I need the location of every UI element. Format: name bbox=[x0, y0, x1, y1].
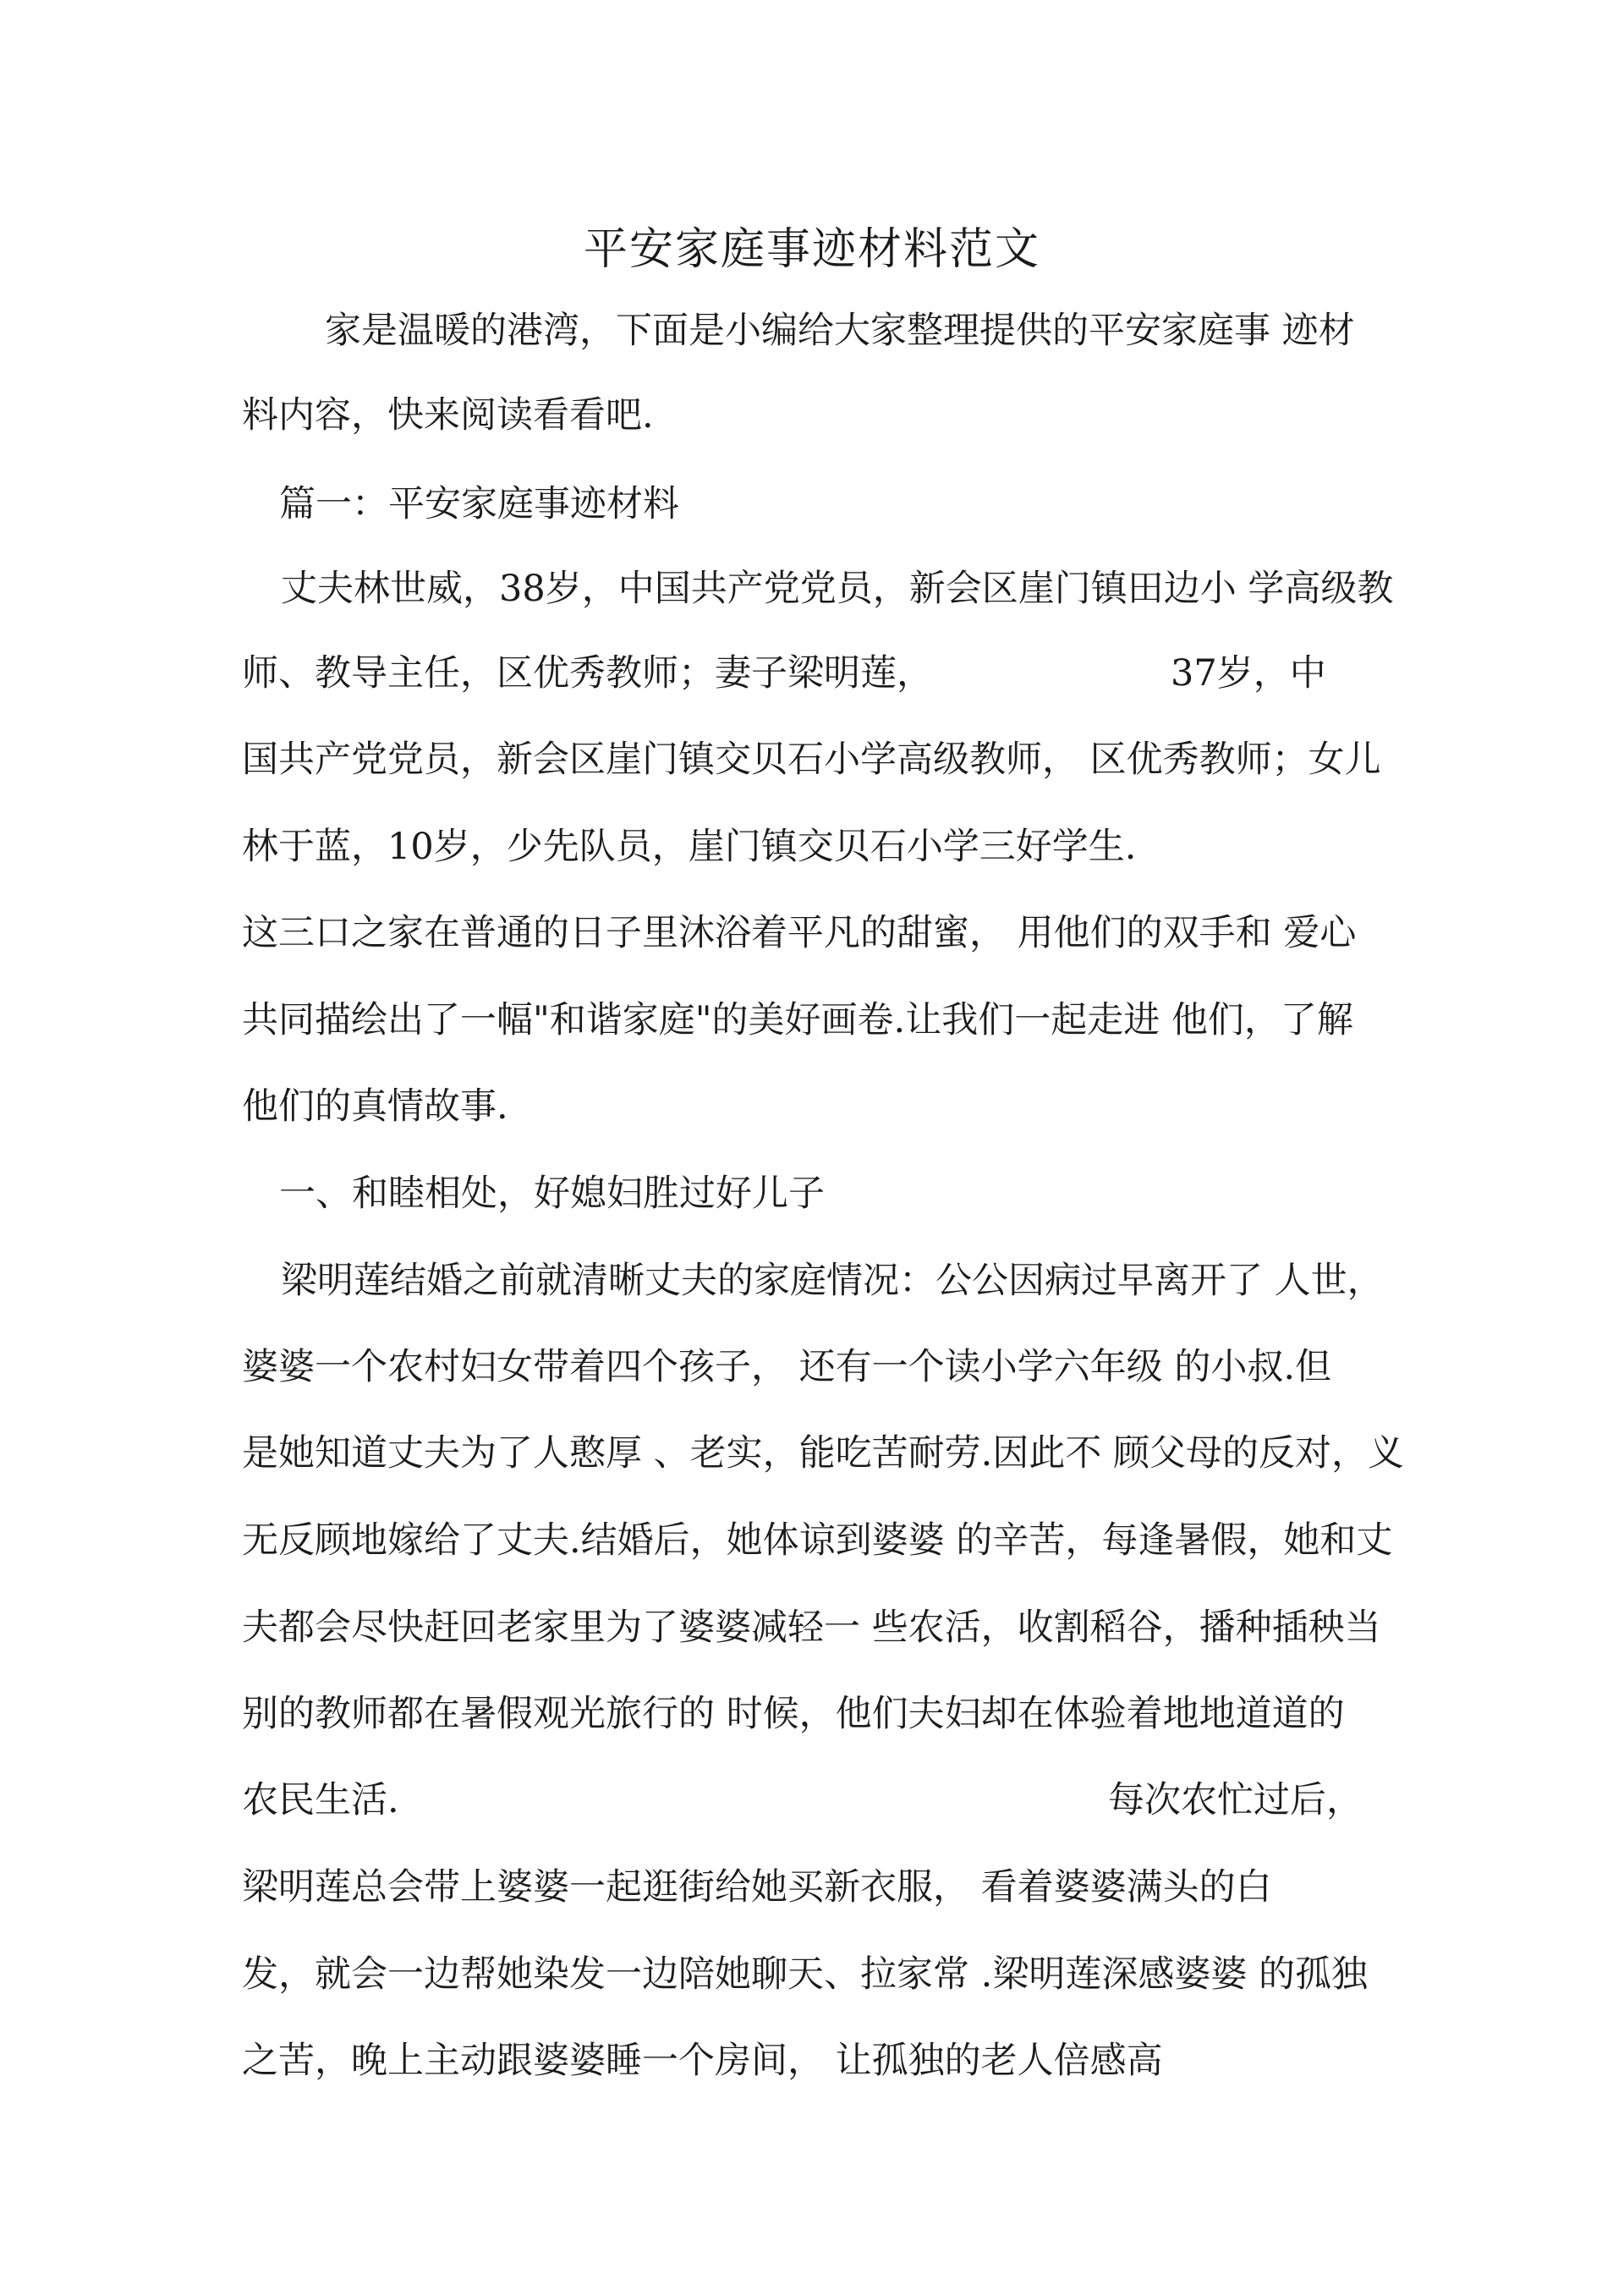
paragraph-line: 这三口之家在普通的日子里沐浴着平凡的甜蜜， 用他们的双手和 爱心 bbox=[242, 912, 1357, 954]
paragraph-line: 家是温暖的港湾，下面是小编给大家整理提供的平安家庭事 迹材 bbox=[325, 310, 1355, 352]
section-heading: 篇一：平安家庭事迹材料 bbox=[279, 483, 679, 525]
paragraph-line: 料内容，快来阅读看看吧. bbox=[242, 394, 654, 437]
paragraph-line: 37岁，中 bbox=[1171, 652, 1326, 695]
paragraph-line: 共同描绘出了一幅"和谐家庭"的美好画卷.让我们一起走进 他们，了解 bbox=[242, 999, 1353, 1041]
section-heading: 一、和睦相处，好媳妇胜过好儿子 bbox=[279, 1173, 825, 1215]
paragraph-line: 农民生活. bbox=[242, 1779, 399, 1821]
paragraph-line: 别的教师都在暑假观光旅行的 时候，他们夫妇却在体验着地地道道的 bbox=[242, 1693, 1345, 1735]
paragraph-line: 无反顾地嫁给了丈夫.结婚后，她体谅到婆婆 的辛苦，每逢暑假，她和丈 bbox=[242, 1519, 1393, 1562]
paragraph-line: 师、教导主任，区优秀教师；妻子梁明莲， bbox=[242, 652, 933, 695]
paragraph-line: 林于蓝，10岁，少先队员，崖门镇交贝石小学三好学生. bbox=[242, 826, 1137, 868]
paragraph-line: 是她知道丈夫为了人憨厚 、老实，能吃苦耐劳.因此不 顾父母的反对，义 bbox=[242, 1432, 1405, 1475]
paragraph-line: 婆婆一个农村妇女带着四个孩子， 还有一个读小学六年级 的小叔.但 bbox=[242, 1346, 1332, 1388]
paragraph-line: 每次农忙过后， bbox=[1108, 1779, 1363, 1821]
paragraph-line: 丈夫林世威，38岁，中国共产党党员，新会区崖门镇田边小 学高级教 bbox=[281, 568, 1394, 610]
paragraph-line: 之苦，晚上主动跟婆婆睡一个房间， 让孤独的老人倍感高 bbox=[242, 2040, 1163, 2082]
paragraph-line: 他们的真情故事. bbox=[242, 1085, 508, 1128]
paragraph-line: 梁明莲总会带上婆婆一起逛街给她买新衣服， 看着婆婆满头的白 bbox=[242, 1866, 1272, 1909]
paragraph-line: 发，就会一边帮她染发一边陪她聊天、拉家常 .梁明莲深感婆婆 的孤独 bbox=[242, 1953, 1369, 1996]
document-title: 平安家庭事迹材料范文 bbox=[583, 224, 1040, 275]
paragraph-line: 国共产党党员，新会区崖门镇交贝石小学高级教师， 区优秀教师；女儿 bbox=[242, 739, 1381, 781]
paragraph-line: 梁明莲结婚之前就清晰丈夫的家庭情况：公公因病过早离开了 人世， bbox=[281, 1260, 1384, 1302]
paragraph-line: 夫都会尽快赶回老家里为了婆婆减轻一 些农活，收割稻谷，播种插秧当 bbox=[242, 1607, 1381, 1649]
